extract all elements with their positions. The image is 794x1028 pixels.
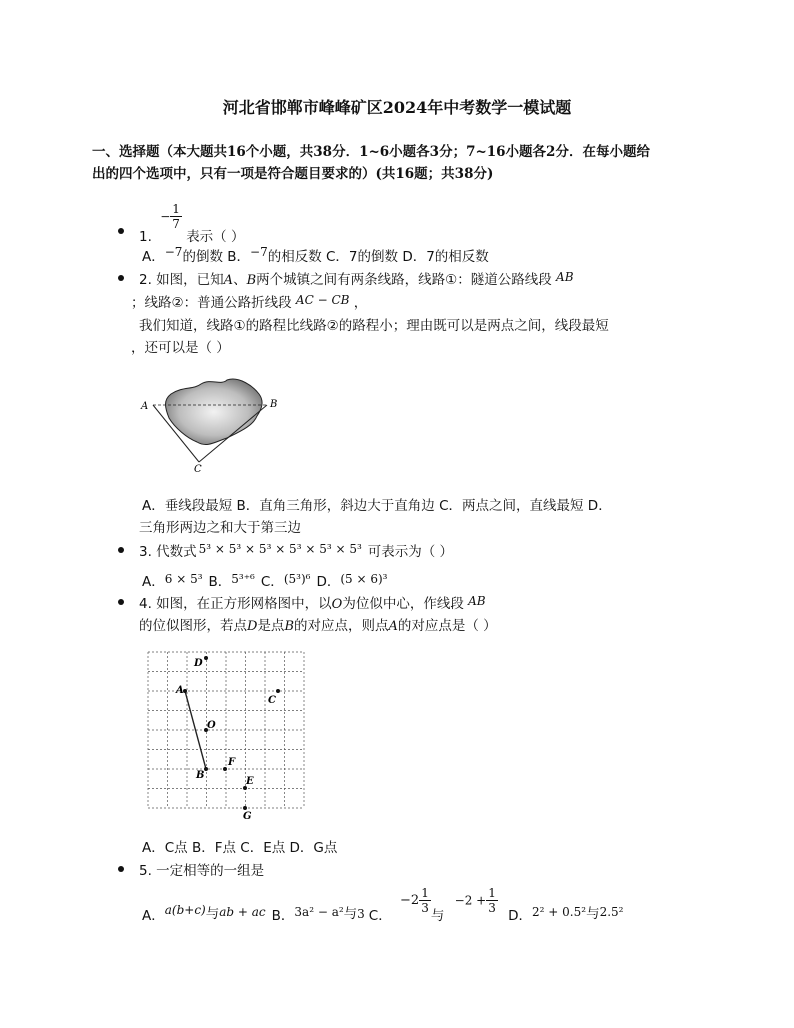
label-b: B bbox=[270, 399, 278, 410]
q5-opt-c-with: 与 bbox=[430, 908, 445, 924]
q2-line2-a: ；线路②：普通公路折线段 bbox=[131, 295, 292, 311]
q2-point-a: A bbox=[223, 273, 234, 288]
q3-opt-d-label: D． bbox=[316, 574, 341, 590]
q4-line1-a: 4. 如图，在正方形网格图中，以 bbox=[139, 596, 332, 612]
point-c bbox=[276, 689, 280, 693]
q3-opt-a: 6 × 5³ bbox=[164, 572, 203, 586]
q5-opt-b-right: 3 bbox=[357, 907, 365, 921]
q2-line2 bbox=[131, 291, 367, 311]
point-b bbox=[204, 767, 208, 771]
q5-opt-a-with: 与 bbox=[205, 906, 220, 922]
q1-opt-a-text: 的倒数 B． bbox=[182, 249, 251, 265]
page-title: 河北省邯郸市峰峰矿区2024年中考数学一模试题 bbox=[222, 98, 572, 117]
q5-opt-c-right-den: 3 bbox=[488, 901, 496, 915]
q2-line1-a: 2. 如图，已知 bbox=[139, 272, 224, 288]
q1-opt-a-label: A． bbox=[142, 249, 165, 265]
q5-opt-d-left: 2² + 0.5² bbox=[532, 905, 587, 919]
q3-opt-b: 5³⁺⁶ bbox=[231, 572, 255, 586]
q3-opt-d: (5 × 6)³ bbox=[340, 572, 388, 586]
point-g bbox=[243, 806, 247, 810]
q4-line2-d: 的对应点是（ ） bbox=[397, 618, 497, 634]
q5-opt-c-left bbox=[400, 886, 431, 915]
label-f: F bbox=[228, 757, 236, 768]
q1-frac-sign: − bbox=[160, 209, 171, 224]
q4-line2-c: 的对应点，则点 bbox=[294, 618, 389, 634]
q3-stem-b: 可表示为（ ） bbox=[367, 544, 454, 560]
bullet-q5 bbox=[118, 866, 124, 872]
q4-point-o: O bbox=[331, 597, 343, 612]
q2-point-b: B bbox=[246, 273, 257, 288]
q3-opt-a-label: A． bbox=[142, 574, 165, 590]
q5-opt-c-num: 1 bbox=[421, 886, 429, 900]
bullet-q1 bbox=[118, 228, 124, 234]
q4-line1-b: 为位似中心，作线段 bbox=[342, 596, 464, 612]
q3-stem-a: 3. 代数式 bbox=[139, 544, 197, 560]
q4-grid-figure bbox=[140, 648, 306, 820]
label-a: A bbox=[141, 401, 149, 412]
q5-opt-a-right: ab + ac bbox=[219, 905, 266, 919]
q2-options-line1: A．垂线段最短 B．直角三角形，斜边大于直角边 C．两点之间，直线最短 D． bbox=[142, 498, 612, 514]
label-e: E bbox=[246, 776, 254, 787]
q2-line1-c: 两个城镇之间有两条线路，线路①：隧道公路线段 bbox=[256, 272, 552, 288]
q2-line1-sep: 、 bbox=[233, 272, 247, 288]
label-b: B bbox=[196, 770, 205, 781]
section-header-line1: 一、选择题（本大题共16个小题，共38分．1~6小题各3分；7~16小题各2分．在每小题给 bbox=[92, 144, 650, 160]
bullet-q2 bbox=[118, 275, 124, 281]
q4-point-a: A bbox=[388, 619, 398, 634]
q1-options bbox=[142, 245, 489, 265]
q4-line2-a: 的位似图形，若点 bbox=[139, 618, 247, 634]
q2-line1 bbox=[139, 268, 574, 288]
q2-line4: ，还可以是（ ） bbox=[131, 340, 230, 356]
q4-point-b: B bbox=[284, 619, 294, 634]
q1-fraction bbox=[160, 202, 182, 231]
q4-segment-ab: AB bbox=[468, 594, 486, 608]
q2-line2-b: ， bbox=[353, 295, 368, 311]
q4-line2 bbox=[139, 614, 497, 634]
q5-opt-b-with: 与 bbox=[343, 906, 358, 922]
q4-line1 bbox=[139, 592, 486, 612]
q1-frac-den: 7 bbox=[172, 217, 180, 231]
q4-line2-b: 是点 bbox=[257, 618, 285, 634]
q1-opt-b-math: −7 bbox=[250, 245, 268, 259]
label-g: G bbox=[243, 811, 252, 820]
q5-opt-c-right bbox=[455, 886, 498, 915]
q3-line1 bbox=[139, 540, 453, 560]
grid-points bbox=[183, 656, 280, 810]
point-f bbox=[223, 767, 227, 771]
mountain-region bbox=[166, 379, 263, 444]
q1-opt-a-math: −7 bbox=[164, 245, 183, 259]
bullet-q3 bbox=[118, 547, 124, 553]
q5-opt-d-with: 与 bbox=[586, 906, 600, 922]
bullet-q4 bbox=[118, 599, 124, 605]
q1-stem: 表示（ ） bbox=[186, 228, 245, 245]
label-c: C bbox=[194, 464, 202, 475]
q5-line1: 5. 一定相等的一组是 bbox=[139, 863, 265, 879]
q3-expression: 5³ × 5³ × 5³ × 5³ × 5³ × 5³ bbox=[198, 542, 362, 556]
q5-opt-c-int: −2 bbox=[400, 893, 420, 908]
q3-options bbox=[142, 570, 387, 590]
q5-opt-c-label: C． bbox=[368, 908, 392, 924]
q4-point-d: D bbox=[247, 619, 258, 634]
label-d: D bbox=[194, 658, 203, 669]
q5-opt-b-left: 3a² − a² bbox=[294, 905, 344, 919]
grid-lines bbox=[148, 652, 304, 808]
q3-opt-c: (5³)⁶ bbox=[283, 572, 311, 586]
q2-line3: 我们知道，线路①的路程比线路②的路程小；理由既可以是两点之间，线段最短 bbox=[139, 318, 609, 334]
q2-figure bbox=[135, 368, 295, 478]
section-header-line2: 出的四个选项中，只有一项是符合题目要求的）(共16题；共38分) bbox=[92, 166, 494, 182]
question-1 bbox=[139, 202, 245, 245]
q3-opt-c-label: C． bbox=[260, 574, 284, 590]
q3-opt-b-label: B． bbox=[208, 574, 232, 590]
q5-opt-c-den: 3 bbox=[421, 901, 429, 915]
q5-opt-a-left: a(b+c) bbox=[164, 903, 206, 917]
q5-opt-d-right: 2.5² bbox=[599, 905, 624, 919]
q5-options bbox=[142, 886, 623, 926]
q5-opt-b-label: B． bbox=[271, 908, 295, 924]
q2-segment-ab: AB bbox=[556, 270, 574, 284]
q5-opt-d-label: D． bbox=[508, 908, 533, 924]
q4-options: A．C点 B．F点 C．E点 D．G点 bbox=[142, 840, 338, 856]
q1-number: 1. bbox=[139, 228, 152, 245]
point-d bbox=[204, 656, 208, 660]
q2-polyline-ac-cb: AC − CB bbox=[295, 293, 350, 307]
q1-frac-num: 1 bbox=[172, 202, 180, 216]
label-c: C bbox=[268, 695, 276, 706]
q1-opt-rest: 的相反数 C．7的倒数 D．7的相反数 bbox=[267, 249, 489, 265]
label-a: A bbox=[176, 685, 184, 696]
q2-options-line2: 三角形两边之和大于第三边 bbox=[139, 520, 301, 536]
label-o: O bbox=[207, 720, 216, 731]
q5-opt-c-right-num: 1 bbox=[488, 886, 496, 900]
q5-opt-a-label: A． bbox=[142, 908, 165, 924]
q5-opt-c-right-int: −2 + bbox=[454, 893, 487, 908]
